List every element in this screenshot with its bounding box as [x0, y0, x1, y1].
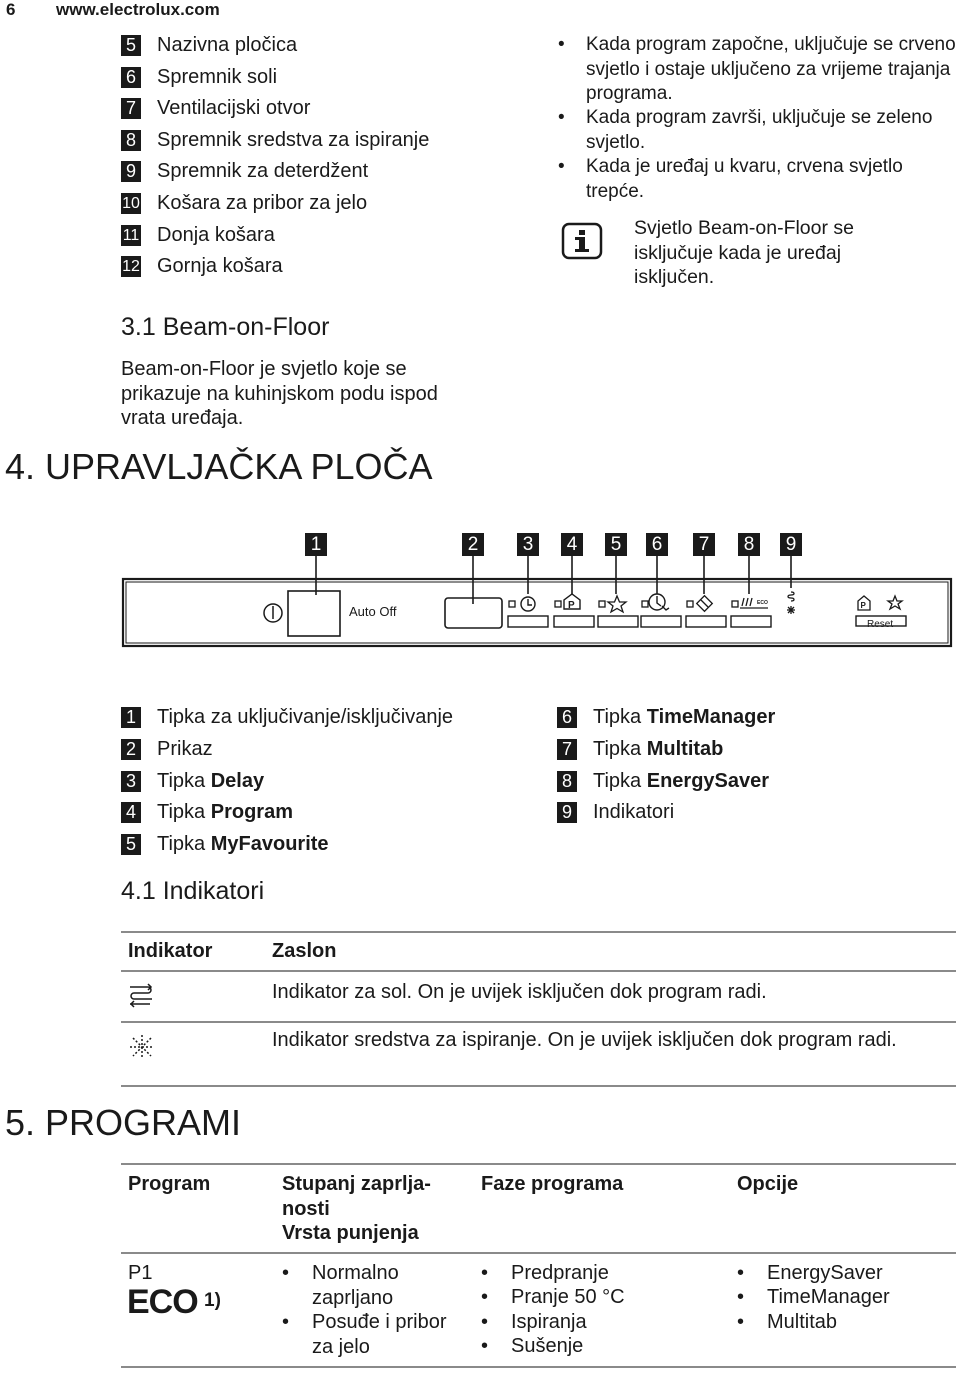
svg-text:P: P [568, 600, 575, 611]
bullet-text: Kada je uređaj u kvaru, crvena svjetlo trepće. [586, 156, 903, 202]
legend-number: 6 [121, 67, 141, 88]
col-indikator: Indikator [128, 940, 213, 962]
legend-number: 2 [121, 739, 141, 760]
panel-legend-item [121, 770, 264, 793]
legend-label: Tipka Program [157, 801, 293, 823]
panel-legend-item [121, 706, 453, 729]
legend-number: 11 [122, 227, 140, 244]
legend-number: 1 [121, 707, 141, 728]
col-stupanj: Stupanj zaprlja- nosti Vrsta punjenja [282, 1173, 431, 1244]
section-4-title: 4. UPRAVLJAČKA PLOČA [5, 446, 433, 487]
panel-legend-item [121, 833, 329, 856]
col-zaslon: Zaslon [272, 940, 337, 962]
legend-label: Tipka Multitab [593, 738, 724, 760]
legend-number: 6 [557, 707, 577, 728]
reset-label: Reset [867, 619, 894, 630]
panel-number: 1 [305, 533, 327, 556]
legend-number: 4 [121, 802, 141, 823]
svg-text:P: P [860, 601, 866, 610]
info-note: Svjetlo Beam-on-Floor se isključuje kada je uređaj isključen. [634, 217, 855, 288]
legend-number: 5 [121, 35, 141, 56]
panel-legend-item [121, 738, 213, 761]
legend-label: Tipka MyFavourite [157, 833, 329, 855]
legend-label: Gornja košara [157, 255, 283, 277]
panel-legend-item [121, 801, 293, 824]
legend-label: Tipka za uključivanje/isključivanje [157, 706, 454, 728]
panel-legend-item [557, 770, 769, 793]
legend-label: Spremnik sredstva za ispiranje [157, 129, 430, 151]
panel-number: 9 [780, 533, 802, 556]
legend-label: Spremnik soli [157, 66, 278, 88]
panel-number: 3 [517, 533, 539, 556]
footnote-ref: 1) [204, 1290, 221, 1311]
legend-label: Indikatori [593, 801, 675, 823]
legend-label: Spremnik za deterdžent [157, 160, 369, 182]
legend-number: 8 [557, 771, 577, 792]
eco-program-label: ECO [127, 1283, 198, 1321]
col-opcije: Opcije [737, 1173, 799, 1195]
panel-legend-item [557, 801, 674, 824]
legend-label: Nazivna pločica [157, 34, 298, 56]
legend-label: Tipka TimeManager [593, 706, 776, 728]
panel-number: 5 [605, 533, 627, 556]
salt-indicator-icon [128, 982, 154, 1013]
legend-label: Tipka Delay [157, 770, 265, 792]
program-name: P1 [128, 1262, 153, 1284]
legend-number: 9 [557, 802, 577, 823]
legend-label: Ventilacijski otvor [157, 97, 311, 119]
col-faze: Faze programa [481, 1173, 624, 1195]
section-4-1-title: 4.1 Indikatori [121, 877, 265, 905]
indicator-text: Indikator sredstva za ispiranje. On je uvijek isključen dok program radi. [272, 1029, 897, 1051]
legend-number: 7 [121, 98, 141, 119]
legend-label: Prikaz [157, 738, 213, 760]
legend-number: 5 [121, 834, 141, 855]
rinse-aid-indicator-icon [129, 1034, 155, 1065]
panel-number: 7 [693, 533, 715, 556]
eco-label: ECO [757, 600, 768, 606]
panel-number: 8 [738, 533, 760, 556]
legend-label: Tipka EnergySaver [593, 770, 770, 792]
legend-number: 8 [121, 130, 141, 151]
section-5-title: 5. PROGRAMI [5, 1102, 242, 1143]
panel-number: 2 [462, 533, 484, 556]
header-url: www.electrolux.com [56, 0, 220, 19]
page-number: 6 [6, 0, 16, 19]
legend-number: 7 [557, 739, 577, 760]
panel-number: 6 [646, 533, 668, 556]
indicator-text: Indikator za sol. On je uvijek isključen dok program radi. [272, 981, 767, 1003]
col-program: Program [128, 1173, 211, 1195]
auto-off-label: Auto Off [349, 604, 397, 619]
legend-label: Donja košara [157, 224, 275, 246]
legend-number: 12 [122, 258, 140, 275]
legend-number: 3 [121, 771, 141, 792]
panel-legend-item [557, 738, 723, 761]
bullet-text: Kada program završi, uključuje se zeleno svjetlo. [586, 107, 933, 153]
panel-legend-item [557, 706, 775, 729]
legend-number: 10 [122, 195, 140, 212]
panel-number: 4 [561, 533, 583, 556]
legend-number: 9 [121, 161, 141, 182]
legend-label: Košara za pribor za jelo [157, 192, 368, 214]
section-3-1-text: Beam-on-Floor je svjetlo koje se prikazuje na kuhinjskom podu ispod vrata uređaja. [121, 358, 438, 429]
bullet-text: Kada program započne, uključuje se crveno svjetlo i ostaje uključeno za vrijeme trajanja programa. [586, 34, 956, 104]
section-3-1-title: 3.1 Beam-on-Floor [121, 313, 330, 341]
